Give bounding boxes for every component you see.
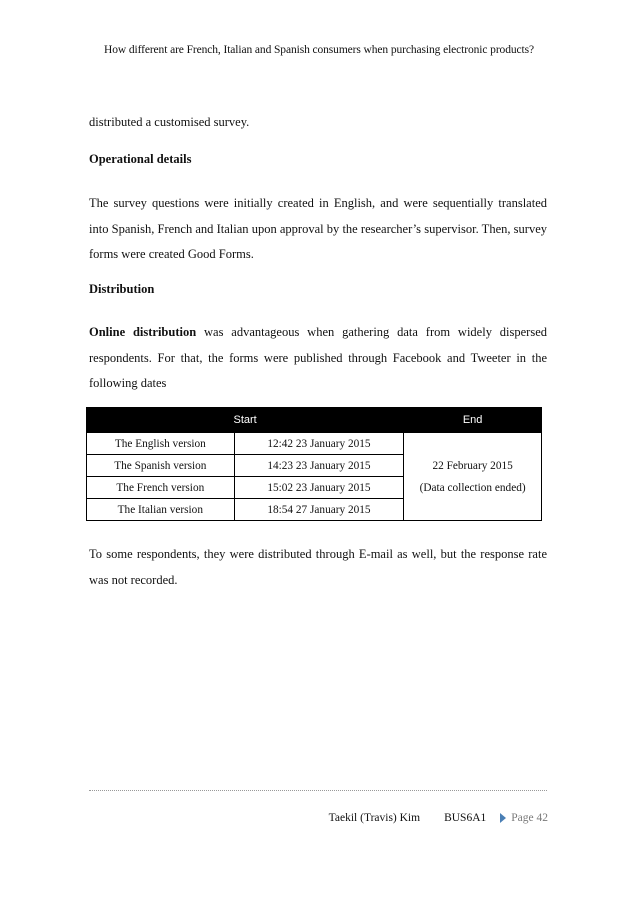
running-header: How different are French, Italian and Spanish consumers when purchasing electronic products? xyxy=(103,44,534,56)
footer-divider xyxy=(89,790,547,791)
operational-details-paragraph: The survey questions were initially created in English, and were sequentially translated into Spanish, French and Italian upon approval by the researcher’s supervisor. Then, survey forms were created Good Forms. xyxy=(89,196,547,261)
footer-author: Taekil (Travis) Kim xyxy=(328,812,421,824)
online-distribution-text: was advantageous when gathering data from widely dispersed respondents. For that, the forms were published through Facebook and Tweeter in the following dates xyxy=(89,325,547,390)
email-distribution-paragraph: To some respondents, they were distributed through E-mail as well, but the response rate was not recorded. xyxy=(89,547,547,587)
end-date: 22 February 2015 xyxy=(432,459,513,472)
version-cell: The Italian version xyxy=(87,499,235,521)
page-footer xyxy=(329,812,548,824)
version-cell: The Spanish version xyxy=(87,455,235,477)
start-column-header: Start xyxy=(87,408,404,433)
date-cell: 18:54 27 January 2015 xyxy=(234,499,404,521)
triangle-right-icon xyxy=(500,813,506,823)
table-row xyxy=(87,433,542,455)
end-date-cell xyxy=(404,433,542,521)
distribution-heading: Distribution xyxy=(89,282,155,296)
operational-details-heading: Operational details xyxy=(89,152,192,166)
end-note: (Data collection ended) xyxy=(419,481,526,494)
footer-course-code: BUS6A1 xyxy=(444,812,487,824)
distribution-dates-table xyxy=(86,407,542,521)
date-cell: 12:42 23 January 2015 xyxy=(234,433,404,455)
online-distribution-paragraph xyxy=(89,320,547,397)
date-cell: 14:23 23 January 2015 xyxy=(234,455,404,477)
version-cell: The French version xyxy=(87,477,235,499)
page-number: Page 42 xyxy=(511,812,548,824)
date-cell: 15:02 23 January 2015 xyxy=(234,477,404,499)
end-column-header: End xyxy=(404,408,542,433)
table-header-row xyxy=(87,408,542,433)
version-cell: The English version xyxy=(87,433,235,455)
online-distribution-term: Online distribution xyxy=(89,325,197,339)
intro-paragraph: distributed a customised survey. xyxy=(89,115,250,129)
